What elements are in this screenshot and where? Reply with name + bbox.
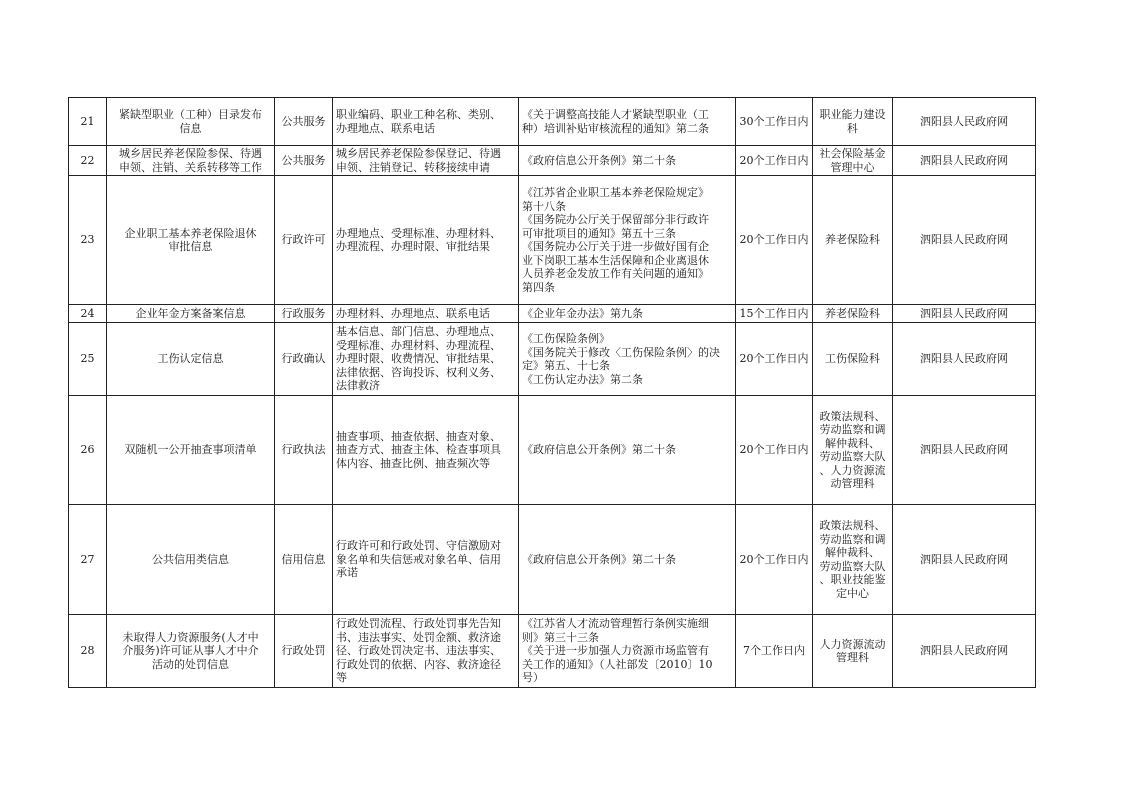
disclosure-deadline-cell: 20个工作日内 [736, 323, 813, 396]
item-name-line: 未取得人力资源服务(人才中 [122, 630, 259, 644]
responsible-department-line: 养老保险科 [825, 233, 880, 247]
row-number-cell: 27 [69, 505, 107, 615]
legal-basis-cell [519, 615, 736, 688]
legal-basis-line: 种）培训补贴审核流程的通知》第二条 [522, 121, 709, 135]
disclosure-content-cell [333, 98, 519, 146]
item-category-cell: 行政处罚 [275, 615, 333, 688]
disclosure-content-cell [333, 305, 519, 323]
disclosure-content-line: 行政处罚流程、行政处罚事先告知 [336, 617, 501, 631]
item-name-cell [107, 305, 275, 323]
responsible-department-line: 劳动监察和调 [819, 423, 886, 436]
disclosure-content-line: 体内容、抽查比例、抽查频次等 [336, 456, 490, 470]
disclosure-content-cell [333, 146, 519, 176]
responsible-department-line: 动管理科 [830, 477, 875, 490]
disclosure-content-line: 办理流程、办理时限、审批结果 [336, 240, 490, 253]
disclosure-deadline-cell: 7个工作日内 [736, 615, 813, 688]
item-name-line: 紧缺型职业（工种）目录发布 [119, 108, 262, 121]
item-name-line: 城乡居民养老保险参保、待遇 [119, 147, 262, 160]
legal-basis-line: 号） [522, 671, 544, 685]
responsible-department-line: 政策法规科、 [819, 409, 886, 423]
legal-basis-cell [519, 396, 736, 505]
item-name-line: 双随机一公开抽查事项清单 [124, 443, 257, 457]
item-name-line: 工伤认定信息 [157, 352, 224, 366]
legal-basis-cell [519, 305, 736, 323]
legal-basis-line: 《江苏省企业职工基本养老保险规定》 [522, 186, 709, 199]
table-row [69, 396, 1036, 505]
item-name-cell [107, 176, 275, 305]
responsible-department-cell [813, 505, 893, 615]
responsible-department-line: 社会保险基金 [819, 147, 886, 160]
responsible-department-line: 定中心 [836, 586, 869, 600]
item-name-line: 信息 [179, 121, 202, 135]
responsible-department-line: 人力资源流动 [819, 637, 886, 651]
item-name-cell [107, 323, 275, 396]
disclosure-table [68, 97, 1036, 688]
legal-basis-line: 《政府信息公开条例》第二十条 [522, 443, 676, 457]
disclosure-table-page [68, 97, 1036, 688]
disclosure-content-line: 职业编码、职业工种名称、类别、 [336, 108, 501, 121]
item-name-cell [107, 98, 275, 146]
disclosure-content-line: 承诺 [336, 566, 358, 580]
disclosure-content-line: 等 [336, 671, 347, 685]
responsible-department-line: 劳动监察大队 [819, 450, 886, 463]
item-category-cell: 行政确认 [275, 323, 333, 396]
disclosure-content-line: 基本信息、部门信息、办理地点、 [336, 325, 501, 339]
item-name-line: 审批信息 [168, 240, 213, 253]
legal-basis-line: 第四条 [522, 280, 555, 294]
responsible-department-line: 管理科 [836, 651, 869, 664]
table-row [69, 176, 1036, 305]
legal-basis-cell [519, 505, 736, 615]
legal-basis-cell [519, 323, 736, 396]
disclosure-deadline-cell: 20个工作日内 [736, 146, 813, 176]
disclosure-content-line: 办理地点、受理标准、办理材料、 [336, 226, 501, 240]
table-row [69, 98, 1036, 146]
disclosure-content-line: 径、行政处罚决定书、违法事实、 [336, 644, 501, 658]
disclosure-channel-cell: 泗阳县人民政府网 [893, 146, 1036, 176]
disclosure-content-line: 抽查方式、抽查主体、检查事项具 [336, 443, 501, 457]
disclosure-content-line: 城乡居民养老保险参保登记、待遇 [336, 147, 501, 160]
legal-basis-line: 《政府信息公开条例》第二十条 [522, 153, 676, 167]
disclosure-content-cell [333, 176, 519, 305]
disclosure-content-line: 办理材料、办理地点、联系电话 [336, 306, 490, 320]
item-category-cell: 公共服务 [275, 98, 333, 146]
row-number-cell: 24 [69, 305, 107, 323]
disclosure-content-cell [333, 396, 519, 505]
disclosure-content-line: 申领、注销登记、转移接续申请 [336, 160, 490, 174]
disclosure-channel-cell: 泗阳县人民政府网 [893, 615, 1036, 688]
item-category-cell: 公共服务 [275, 146, 333, 176]
responsible-department-cell [813, 615, 893, 688]
legal-basis-cell [519, 98, 736, 146]
item-name-cell [107, 505, 275, 615]
legal-basis-cell [519, 146, 736, 176]
disclosure-deadline-cell: 20个工作日内 [736, 396, 813, 505]
table-row [69, 146, 1036, 176]
disclosure-deadline-cell: 20个工作日内 [736, 505, 813, 615]
responsible-department-line: 解仲裁科、 [825, 546, 880, 559]
responsible-department-line: 、职业技能鉴 [819, 573, 886, 586]
item-category-cell: 行政执法 [275, 396, 333, 505]
legal-basis-line: 关工作的通知》（人社部发〔2010〕10 [522, 657, 713, 671]
disclosure-deadline-cell: 15个工作日内 [736, 305, 813, 323]
item-name-line: 申领、注销、关系转移等工作 [119, 160, 262, 174]
item-category-cell: 行政许可 [275, 176, 333, 305]
row-number-cell: 26 [69, 396, 107, 505]
item-category-cell: 信用信息 [275, 505, 333, 615]
legal-basis-line: 业下岗职工基本生活保障和企业离退休 [522, 253, 709, 267]
table-row [69, 505, 1036, 615]
disclosure-content-line: 抽查事项、抽查依据、抽查对象、 [336, 429, 501, 443]
disclosure-channel-cell: 泗阳县人民政府网 [893, 396, 1036, 505]
row-number-cell: 21 [69, 98, 107, 146]
legal-basis-line: 《关于进一步加强人力资源市场监管有 [522, 644, 709, 658]
item-name-line: 活动的处罚信息 [152, 657, 229, 671]
legal-basis-line: 第十八条 [522, 199, 566, 213]
disclosure-content-line: 办理时限、收费情况、审批结果、 [336, 352, 501, 366]
disclosure-deadline-cell: 30个工作日内 [736, 98, 813, 146]
responsible-department-cell [813, 305, 893, 323]
disclosure-content-line: 办理地点、联系电话 [336, 121, 435, 135]
responsible-department-line: 职业能力建设 [819, 108, 886, 121]
disclosure-content-line: 行政处罚的依据、内容、救济途径 [336, 657, 501, 671]
legal-basis-line: 则》第三十三条 [522, 630, 599, 644]
item-name-cell [107, 396, 275, 505]
legal-basis-line: 可审批项目的通知》第五十三条 [522, 226, 676, 240]
legal-basis-line: 《国务院关于修改〈工伤保险条例〉的决 [522, 345, 720, 359]
row-number-cell: 22 [69, 146, 107, 176]
item-name-line: 企业年金方案备案信息 [135, 306, 246, 320]
table-row [69, 323, 1036, 396]
responsible-department-line: 管理中心 [830, 160, 875, 174]
row-number-cell: 28 [69, 615, 107, 688]
disclosure-channel-cell: 泗阳县人民政府网 [893, 505, 1036, 615]
responsible-department-cell [813, 396, 893, 505]
responsible-department-line: 养老保险科 [825, 306, 880, 320]
disclosure-content-cell [333, 615, 519, 688]
disclosure-channel-cell: 泗阳县人民政府网 [893, 176, 1036, 305]
responsible-department-line: 、人力资源流 [819, 463, 886, 477]
item-name-cell [107, 615, 275, 688]
disclosure-content-line: 书、违法事实、处罚金额、救济途 [336, 630, 501, 644]
responsible-department-line: 劳动监察大队 [819, 559, 886, 573]
item-name-line: 企业职工基本养老保险退休 [124, 226, 257, 240]
responsible-department-line: 工伤保险科 [825, 352, 880, 366]
disclosure-channel-cell: 泗阳县人民政府网 [893, 98, 1036, 146]
responsible-department-cell [813, 323, 893, 396]
responsible-department-line: 政策法规科、 [819, 519, 886, 532]
legal-basis-line: 《工伤保险条例》 [522, 332, 610, 345]
legal-basis-cell [519, 176, 736, 305]
disclosure-content-line: 法律救济 [336, 379, 380, 393]
disclosure-content-line: 受理标准、办理材料、办理流程、 [336, 338, 501, 352]
legal-basis-line: 《江苏省人才流动管理暂行条例实施细 [522, 617, 709, 631]
disclosure-content-line: 行政许可和行政处罚、守信激励对 [336, 539, 501, 553]
responsible-department-line: 解仲裁科、 [825, 436, 880, 450]
row-number-cell: 25 [69, 323, 107, 396]
legal-basis-line: 《关于调整高技能人才紧缺型职业（工 [522, 108, 709, 121]
legal-basis-line: 人员养老金发放工作有关问题的通知》 [522, 267, 709, 280]
item-name-cell [107, 146, 275, 176]
table-body [69, 98, 1036, 688]
legal-basis-line: 《工伤认定办法》第二条 [522, 372, 643, 386]
legal-basis-line: 《国务院办公厅关于进一步做好国有企 [522, 240, 709, 253]
table-row [69, 305, 1036, 323]
responsible-department-cell [813, 176, 893, 305]
item-name-line: 公共信用类信息 [152, 552, 229, 566]
disclosure-content-line: 象名单和失信惩戒对象名单、信用 [336, 552, 501, 566]
disclosure-channel-cell: 泗阳县人民政府网 [893, 323, 1036, 396]
item-name-line: 介服务)许可证从事人才中介 [122, 644, 259, 658]
disclosure-deadline-cell: 20个工作日内 [736, 176, 813, 305]
legal-basis-line: 定》第五、十七条 [522, 359, 610, 372]
legal-basis-line: 《企业年金办法》第九条 [522, 306, 643, 320]
row-number-cell: 23 [69, 176, 107, 305]
disclosure-content-cell [333, 323, 519, 396]
disclosure-content-cell [333, 505, 519, 615]
legal-basis-line: 《国务院办公厅关于保留部分非行政许 [522, 213, 709, 226]
disclosure-channel-cell: 泗阳县人民政府网 [893, 305, 1036, 323]
item-category-cell: 行政服务 [275, 305, 333, 323]
responsible-department-cell [813, 146, 893, 176]
table-row [69, 615, 1036, 688]
responsible-department-line: 科 [847, 121, 858, 135]
disclosure-content-line: 法律依据、咨询投诉、权利义务、 [336, 365, 501, 379]
responsible-department-cell [813, 98, 893, 146]
legal-basis-line: 《政府信息公开条例》第二十条 [522, 552, 676, 566]
responsible-department-line: 劳动监察和调 [819, 532, 886, 546]
